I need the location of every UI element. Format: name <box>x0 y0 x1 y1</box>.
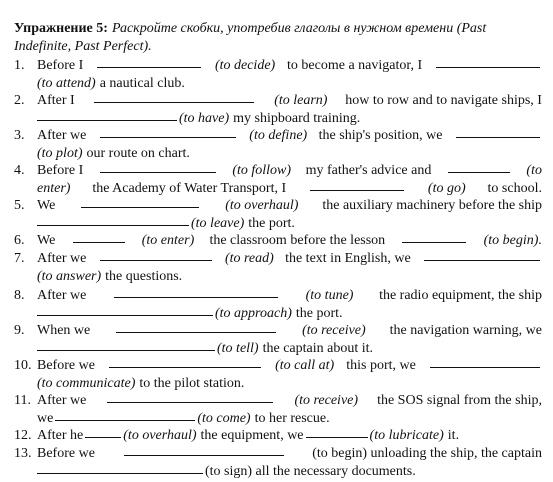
verb-hint: (to lubricate) <box>369 428 444 443</box>
item-text: After we <box>37 393 87 408</box>
item-text: the port. <box>295 305 343 321</box>
item-text: When we <box>37 323 91 338</box>
item-text: After he <box>37 428 84 443</box>
item-text: the classroom before the lesson <box>209 233 386 248</box>
answer-blank[interactable] <box>94 101 254 103</box>
answer-blank[interactable] <box>310 189 404 191</box>
exercise-heading: Упражнение 5 : Раскройте скобки, употребив глаголы в нужном времени (Past Indefinite, Past Perfect). <box>14 21 487 54</box>
item-number: 8. <box>14 288 25 303</box>
verb-hint: (to follow) <box>232 163 292 178</box>
item-text: the questions. <box>105 268 183 284</box>
verb-hint: (to tell) <box>217 340 259 356</box>
item-text: our route on chart. <box>86 145 190 161</box>
answer-blank[interactable] <box>37 472 203 474</box>
item-text: the navigation warning, we <box>389 323 542 338</box>
answer-blank[interactable] <box>436 66 540 68</box>
verb-hint: (to decide) <box>214 58 276 73</box>
item-text: my father's advice and <box>305 163 432 178</box>
answer-blank[interactable] <box>37 119 177 121</box>
verb-hint: (to come) <box>197 410 251 426</box>
verb-hint: (to read) <box>224 251 274 266</box>
item-number: 2. <box>14 93 25 108</box>
verb-hint: (to receive) <box>302 323 366 338</box>
item-number: 10. <box>14 358 32 373</box>
verb-hint: (to enter) <box>141 233 195 248</box>
item-text: After we <box>37 251 87 266</box>
item-text: this port, we <box>346 358 416 373</box>
item-text: Before I <box>37 58 84 73</box>
exercise-label: Упражнение 5 <box>14 21 104 36</box>
verb-hint: (to go) <box>427 180 466 196</box>
item-number: 1. <box>14 58 25 73</box>
item-text: how to row and to navigate ships, I <box>345 93 542 108</box>
verb-hint: (to receive) <box>294 393 359 408</box>
verb-hint: (to overhaul) <box>225 198 299 213</box>
verb-hint: enter) <box>37 180 71 196</box>
item-text: Before we <box>37 446 95 461</box>
item-text: Before I <box>37 163 84 178</box>
verb-hint: (to leave) <box>191 215 245 231</box>
answer-blank[interactable] <box>85 436 121 438</box>
item-text: the captain about it. <box>262 340 374 356</box>
verb-hint: (to have) <box>179 110 230 126</box>
item-text: it. <box>447 428 460 443</box>
item-text: the equipment, we <box>200 428 304 443</box>
answer-blank[interactable] <box>81 206 199 208</box>
item-number: 7. <box>14 251 25 266</box>
exercise-instruction: Раскройте скобки, употребив глаголы в нужном времени (Past <box>111 21 487 36</box>
item-text: After we <box>37 288 87 303</box>
answer-blank[interactable] <box>100 171 216 173</box>
verb-hint: (to communicate) <box>37 375 136 391</box>
verb-hint: (to learn) <box>274 93 328 108</box>
item-text: to become a navigator, I <box>287 58 423 73</box>
item-number: 5. <box>14 198 25 213</box>
item-text: the text in English, we <box>285 251 411 266</box>
answer-blank[interactable] <box>402 241 466 243</box>
verb-hint: (to call at) <box>275 358 335 373</box>
item-text: (to sign) all the necessary documents. <box>205 463 416 479</box>
answer-blank[interactable] <box>430 366 540 368</box>
answer-blank[interactable] <box>306 436 368 438</box>
item-text: to her rescue. <box>254 410 330 426</box>
answer-blank[interactable] <box>107 401 273 403</box>
verb-hint: (to begin). <box>483 233 542 248</box>
item-text: the SOS signal from the ship, <box>377 393 542 408</box>
item-text: After we <box>37 128 87 143</box>
answer-blank[interactable] <box>114 296 278 298</box>
answer-blank[interactable] <box>116 331 276 333</box>
answer-blank[interactable] <box>109 366 261 368</box>
answer-blank[interactable] <box>55 419 195 421</box>
item-text: (to begin) unloading the ship, the captain <box>312 446 542 461</box>
item-number: 4. <box>14 163 25 178</box>
item-text: my shipboard training. <box>233 110 361 126</box>
answer-blank[interactable] <box>124 454 284 456</box>
item-text: We <box>37 198 56 213</box>
item-text: to school. <box>487 180 542 196</box>
verb-hint: (to attend) <box>37 75 96 91</box>
item-number: 9. <box>14 323 25 338</box>
item-text: Before we <box>37 358 95 373</box>
item-number: 6. <box>14 233 25 248</box>
item-number: 12. <box>14 428 32 443</box>
item-text: to the pilot station. <box>139 375 245 391</box>
item-number: 11. <box>14 393 31 408</box>
item-text: the auxiliary machinery before the ship <box>322 198 542 213</box>
verb-hint: (to answer) <box>37 268 102 284</box>
answer-blank[interactable] <box>37 349 215 351</box>
exercise-instruction-cont: Indefinite, Past Perfect). <box>14 38 152 54</box>
item-text: We <box>37 233 56 248</box>
item-text: the ship's position, we <box>318 128 443 143</box>
item-text: the radio equipment, the ship <box>379 288 542 303</box>
item-text: the port. <box>248 215 295 231</box>
answer-blank[interactable] <box>100 136 236 138</box>
item-text: we <box>37 410 54 426</box>
verb-hint: (to overhaul) <box>123 428 197 443</box>
item-number: 3. <box>14 128 25 143</box>
answer-blank[interactable] <box>97 66 201 68</box>
answer-blank[interactable] <box>73 241 125 243</box>
answer-blank[interactable] <box>37 224 189 226</box>
item-text: the Academy of Water Transport, I <box>92 180 287 196</box>
item-text: After I <box>37 93 75 108</box>
verb-hint: (to <box>526 163 542 178</box>
verb-hint: (to plot) <box>37 145 83 161</box>
item-text: a nautical club. <box>99 75 185 91</box>
answer-blank[interactable] <box>424 259 540 261</box>
item-number: 13. <box>14 446 32 461</box>
answer-blank[interactable] <box>456 136 540 138</box>
verb-hint: (to approach) <box>215 305 292 321</box>
answer-blank[interactable] <box>448 171 510 173</box>
answer-blank[interactable] <box>37 314 213 316</box>
answer-blank[interactable] <box>100 259 212 261</box>
verb-hint: (to define) <box>249 128 308 143</box>
verb-hint: (to tune) <box>305 288 354 303</box>
